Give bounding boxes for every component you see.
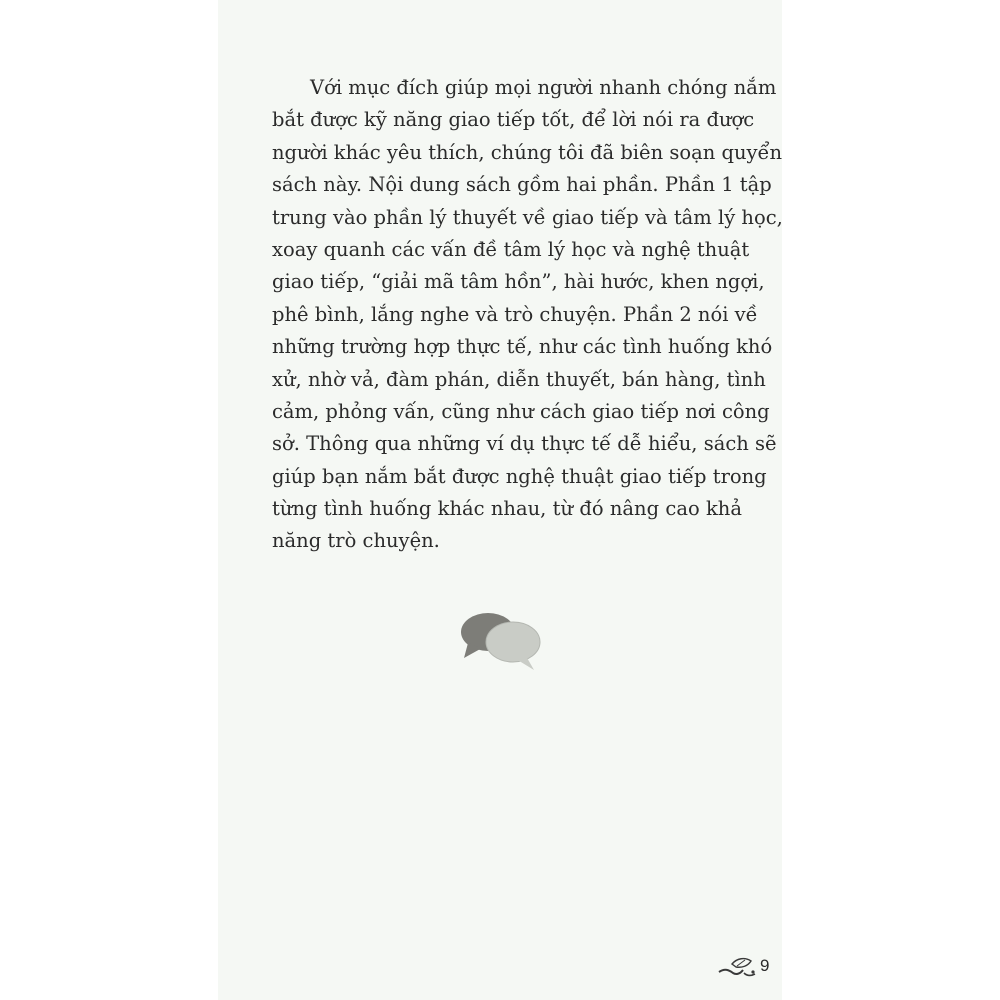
text-line: từng tình huống khác nhau, từ đó nâng cao khả xyxy=(272,497,742,521)
text-line: sở. Thông qua những ví dụ thực tế dễ hiểu, sách sẽ xyxy=(272,432,777,456)
text-line: người khác yêu thích, chúng tôi đã biên soạn quyển xyxy=(272,140,783,164)
text-line: trung vào phần lý thuyết về giao tiếp và tâm lý học, xyxy=(272,205,783,229)
text-line: giao tiếp, “giải mã tâm hồn”, hài hước, khen ngợi, xyxy=(272,270,765,294)
text-line: xử, nhờ vả, đàm phán, diễn thuyết, bán hàng, tình xyxy=(272,367,766,391)
text-line: năng trò chuyện. xyxy=(272,529,440,553)
page-footer xyxy=(718,950,782,984)
speech-bubbles-icon xyxy=(458,610,542,672)
text-line: giúp bạn nắm bắt được nghệ thuật giao tiếp trong xyxy=(272,464,767,488)
text-line: sách này. Nội dung sách gồm hai phần. Phần 1 tập xyxy=(272,173,772,197)
text-line: xoay quanh các vấn đề tâm lý học và nghệ thuật xyxy=(272,237,750,261)
text-line: cảm, phỏng vấn, cũng như cách giao tiếp nơi công xyxy=(272,399,770,423)
body-text xyxy=(272,72,783,558)
book-page xyxy=(218,0,782,1000)
text-line: phê bình, lắng nghe và trò chuyện. Phần 2 nói về xyxy=(272,302,758,326)
text-line: bắt được kỹ năng giao tiếp tốt, để lời nói ra được xyxy=(272,108,755,132)
page-number: 9 xyxy=(760,956,770,975)
text-line: Với mục đích giúp mọi người nhanh chóng nắm xyxy=(310,76,777,99)
ornament-icon xyxy=(718,954,756,978)
text-line: những trường hợp thực tế, như các tình huống khó xyxy=(272,335,773,359)
